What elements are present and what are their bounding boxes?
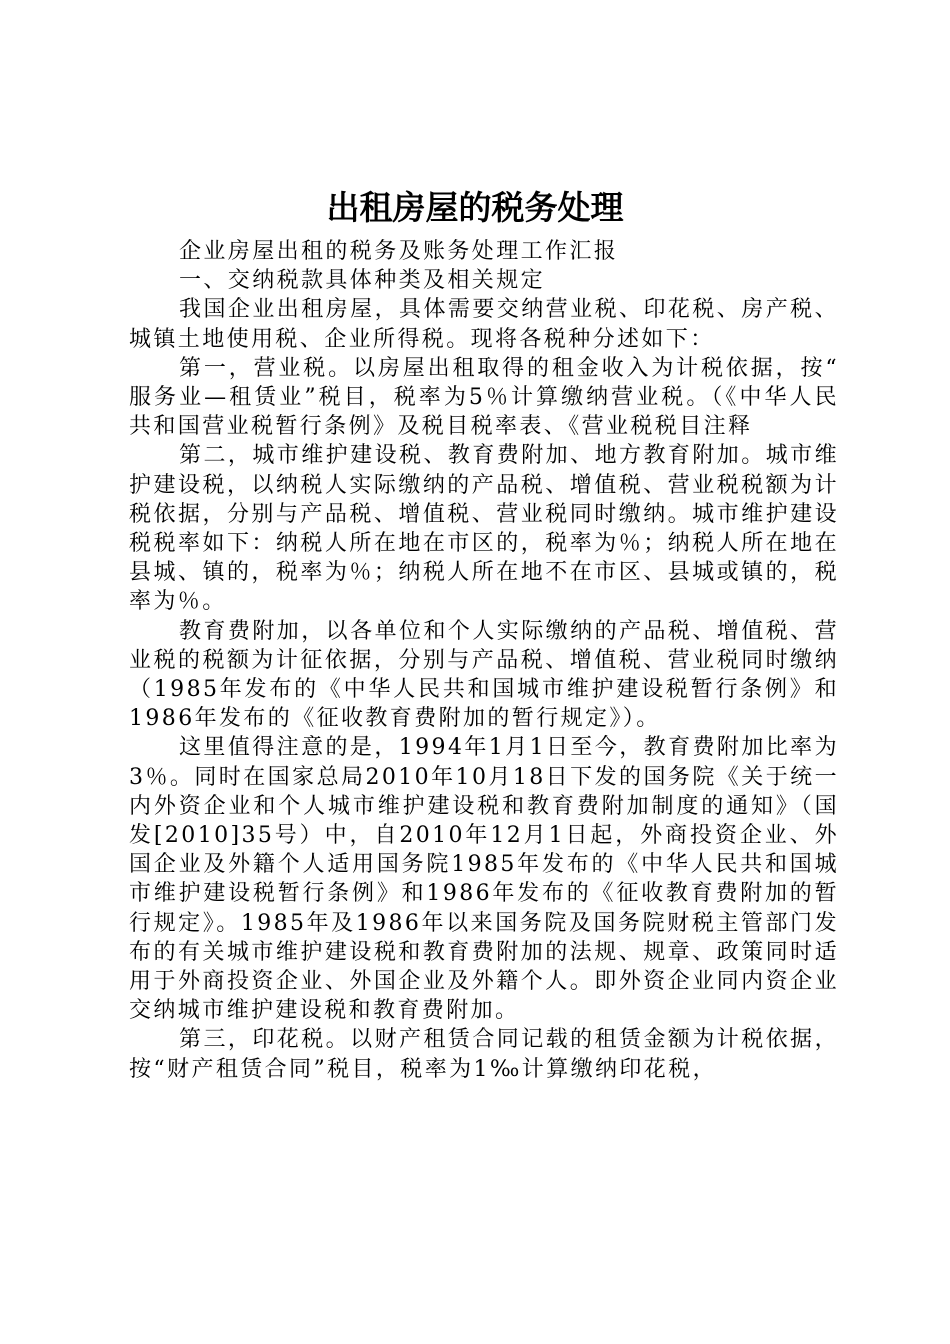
paragraph-stamp-tax: 第三，印花税。以财产租赁合同记载的租赁金额为计税依据，按“财产租赁合同”税目，税率为1‰计算缴纳印花税， — [129, 1027, 839, 1082]
paragraph-business-tax: 第一，营业税。以房屋出租取得的租金收入为计税依据，按“服务业—租赁业”税目，税率为5％计算缴纳营业税。（《中华人民共和国营业税暂行条例》及税目税率表、《营业税税目注释 — [129, 355, 839, 440]
paragraph-urban-construction-tax: 第二，城市维护建设税、教育费附加、地方教育附加。城市维护建设税，以纳税人实际缴纳的产品税、增值税、营业税税额为计税依据，分别与产品税、增值税、营业税同时缴纳。城市维护建设税税率如下：纳税人所在地在市区的，税率为％；纳税人所在地在县城、镇的，税率为％；纳税人所在地不在市区、县城或镇的，税率为％。 — [129, 443, 839, 615]
document-title: 出租房屋的税务处理 — [326, 188, 624, 227]
report-heading: 企业房屋出租的税务及账务处理工作汇报 — [179, 239, 619, 264]
paragraph-education-surcharge: 教育费附加，以各单位和个人实际缴纳的产品税、增值税、营业税的税额为计征依据，分别与产品税、增值税、营业税同时缴纳（1985年发布的《中华人民共和国城市维护建设税暂行条例》和1986年发布的《征收教育费附加的暂行规定》）。 — [129, 618, 839, 732]
paragraph-intro: 我国企业出租房屋，具体需要交纳营业税、印花税、房产税、城镇土地使用税、企业所得税。现将各税种分述如下： — [129, 297, 839, 352]
document-body — [129, 237, 839, 1084]
section-heading-tax-types: 一、交纳税款具体种类及相关规定 — [179, 268, 546, 294]
paragraph-note: 这里值得注意的是，1994年1月1日至今，教育费附加比率为3％。同时在国家总局2010年10月18日下发的国务院《关于统一内外资企业和个人城市维护建设税和教育费附加制度的通知》（国发[2010]35号）中，自2010年12月1日起，外商投资企业、外国企业及外籍个人适用国务院1985年发布的《中华人民共和国城市维护建设税暂行条例》和1986年发布的《征收教育费附加的暂行规定》。1985年及1986年以来国务院及国务院财税主管部门发布的有关城市维护建设税和教育费附加的法规、规章、政策同时适用于外商投资企业、外国企业及外籍个人。即外资企业同内资企业交纳城市维护建设税和教育费附加。 — [129, 735, 839, 1024]
